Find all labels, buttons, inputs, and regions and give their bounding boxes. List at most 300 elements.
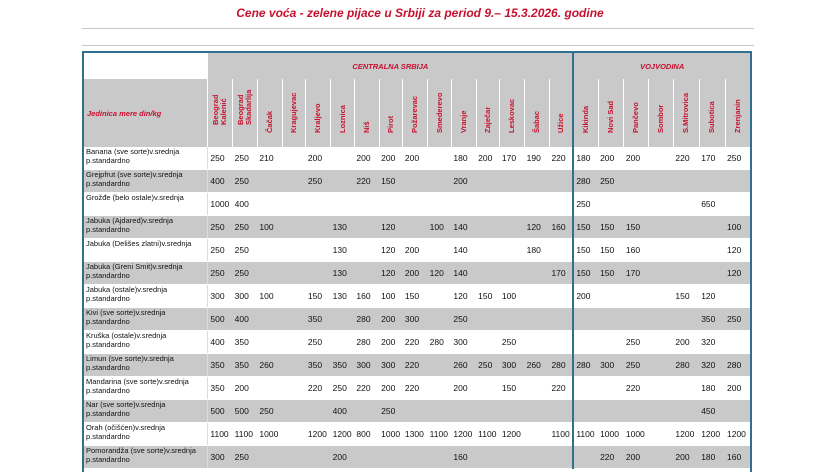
city-name: Beograd Skadarlija	[236, 89, 254, 125]
price-cell	[624, 400, 649, 423]
price-cell: 120	[379, 216, 403, 239]
city-name: Smederevo	[434, 92, 444, 133]
city-header	[673, 79, 699, 147]
price-cell	[257, 446, 282, 469]
table-row	[84, 446, 750, 469]
price-cell: 250	[306, 331, 331, 354]
city-header	[725, 79, 750, 147]
price-cell	[354, 446, 379, 469]
price-cell	[525, 331, 550, 354]
city-header	[306, 79, 331, 147]
price-cell	[282, 423, 306, 446]
price-cell: 260	[525, 354, 550, 377]
price-cell	[549, 331, 573, 354]
price-cell: 220	[403, 354, 428, 377]
price-cell	[331, 331, 355, 354]
table-row	[84, 147, 750, 170]
price-cell	[403, 400, 428, 423]
price-cell	[428, 400, 452, 423]
price-cell: 120	[699, 285, 725, 308]
city-name: Kraljevo	[313, 103, 323, 133]
city-name: Loznica	[337, 105, 347, 133]
price-cell: 250	[208, 147, 233, 170]
price-cell	[598, 400, 624, 423]
price-cell	[403, 170, 428, 193]
price-table-frame	[82, 51, 752, 472]
price-cell: 150	[624, 216, 649, 239]
price-cell	[282, 193, 306, 216]
price-cell: 200	[624, 147, 649, 170]
price-cell	[500, 193, 525, 216]
price-cell: 1100	[233, 423, 258, 446]
price-cell: 350	[233, 354, 258, 377]
price-cell: 180	[699, 377, 725, 400]
price-cell: 200	[379, 147, 403, 170]
price-cell: 100	[500, 285, 525, 308]
title-rule-bottom	[82, 45, 754, 46]
city-header	[379, 79, 403, 147]
region-central-serbia: CENTRALNA SRBIJA	[208, 53, 573, 79]
price-cell	[282, 216, 306, 239]
product-label: Grožđe (belo ostale)v.srednja	[84, 193, 208, 216]
price-cell: 350	[208, 377, 233, 400]
price-cell: 1000	[208, 193, 233, 216]
price-cell	[699, 170, 725, 193]
price-cell	[673, 239, 699, 262]
price-cell: 1000	[598, 423, 624, 446]
price-cell	[282, 446, 306, 469]
product-label: Jabuka (Delišes zlatni)v.srednja	[84, 239, 208, 262]
price-cell	[725, 193, 750, 216]
price-cell: 500	[208, 400, 233, 423]
header-corner	[84, 53, 208, 79]
price-cell: 1100	[428, 423, 452, 446]
price-cell: 200	[354, 147, 379, 170]
city-header	[476, 79, 500, 147]
price-cell	[428, 354, 452, 377]
city-name: Užice	[556, 113, 566, 133]
city-header	[525, 79, 550, 147]
price-cell: 100	[257, 285, 282, 308]
price-cell	[598, 331, 624, 354]
product-label: Nar (sve sorte)v.srednja p.standardno	[84, 400, 208, 423]
price-cell: 300	[598, 354, 624, 377]
price-cell	[451, 193, 476, 216]
price-cell	[451, 400, 476, 423]
city-name: Šabac	[532, 110, 542, 133]
price-cell: 220	[549, 377, 573, 400]
price-cell: 400	[208, 170, 233, 193]
price-cell	[257, 377, 282, 400]
product-label: Kivi (sve sorte)v.srednja p.standardno	[84, 308, 208, 331]
city-header	[699, 79, 725, 147]
price-cell: 200	[379, 308, 403, 331]
price-cell: 500	[208, 308, 233, 331]
price-cell	[428, 308, 452, 331]
price-cell	[282, 239, 306, 262]
price-cell: 250	[233, 216, 258, 239]
price-cell	[500, 239, 525, 262]
city-header	[282, 79, 306, 147]
price-cell: 250	[257, 400, 282, 423]
table-row	[84, 216, 750, 239]
price-cell	[649, 331, 674, 354]
price-cell	[306, 400, 331, 423]
price-cell: 150	[476, 285, 500, 308]
price-cell: 200	[379, 377, 403, 400]
price-cell: 170	[500, 147, 525, 170]
table-row	[84, 285, 750, 308]
price-cell: 250	[208, 216, 233, 239]
city-name: Čačak	[264, 110, 274, 133]
price-cell	[282, 285, 306, 308]
price-cell: 280	[725, 354, 750, 377]
price-cell	[306, 193, 331, 216]
price-cell	[649, 147, 674, 170]
price-cell: 280	[549, 354, 573, 377]
price-cell: 150	[598, 216, 624, 239]
price-cell: 190	[525, 147, 550, 170]
price-cell	[699, 262, 725, 285]
title-rule-top	[82, 28, 754, 29]
price-cell: 140	[451, 262, 476, 285]
price-cell: 150	[573, 262, 598, 285]
price-cell	[257, 193, 282, 216]
price-cell: 1200	[673, 423, 699, 446]
price-cell: 140	[451, 239, 476, 262]
city-name: Zaječar	[483, 106, 493, 133]
price-cell	[549, 193, 573, 216]
price-cell: 350	[331, 354, 355, 377]
price-cell: 350	[306, 354, 331, 377]
price-cell: 300	[379, 354, 403, 377]
price-cell: 200	[306, 147, 331, 170]
price-cell: 160	[451, 446, 476, 469]
table-row	[84, 400, 750, 423]
price-cell	[500, 400, 525, 423]
price-cell	[525, 308, 550, 331]
price-cell	[379, 446, 403, 469]
price-cell: 450	[699, 400, 725, 423]
table-row	[84, 262, 750, 285]
price-cell: 200	[673, 446, 699, 469]
price-cell	[573, 331, 598, 354]
price-cell: 250	[573, 193, 598, 216]
price-cell	[525, 423, 550, 446]
price-cell: 120	[525, 216, 550, 239]
price-cell: 200	[403, 147, 428, 170]
product-label: Pomorandža (sve sorte)v.srednja p.standardno	[84, 446, 208, 469]
price-cell: 130	[331, 239, 355, 262]
price-cell: 100	[428, 216, 452, 239]
price-cell: 200	[451, 377, 476, 400]
table-row	[84, 239, 750, 262]
price-cell: 250	[379, 400, 403, 423]
table-row	[84, 331, 750, 354]
price-cell: 250	[208, 239, 233, 262]
price-cell	[649, 423, 674, 446]
price-cell	[573, 377, 598, 400]
price-cell: 250	[476, 354, 500, 377]
price-cell: 220	[306, 377, 331, 400]
price-cell: 250	[451, 308, 476, 331]
city-header	[598, 79, 624, 147]
price-cell: 180	[451, 147, 476, 170]
price-cell: 1100	[549, 423, 573, 446]
price-cell	[282, 331, 306, 354]
price-cell	[649, 170, 674, 193]
price-cell	[598, 377, 624, 400]
price-cell	[354, 216, 379, 239]
price-cell: 650	[699, 193, 725, 216]
price-cell: 150	[306, 285, 331, 308]
price-cell	[282, 354, 306, 377]
price-cell: 180	[525, 239, 550, 262]
price-cell: 130	[331, 262, 355, 285]
city-name: Niš	[361, 121, 371, 133]
price-cell	[282, 262, 306, 285]
price-cell	[282, 377, 306, 400]
price-cell	[354, 239, 379, 262]
price-cell	[525, 193, 550, 216]
price-cell: 200	[451, 170, 476, 193]
price-cell	[257, 308, 282, 331]
price-cell: 400	[208, 331, 233, 354]
city-name: Kikinda	[580, 105, 590, 133]
price-cell	[673, 170, 699, 193]
price-cell: 220	[403, 377, 428, 400]
city-header	[549, 79, 573, 147]
price-cell: 150	[673, 285, 699, 308]
table-row	[84, 377, 750, 400]
price-cell: 210	[257, 147, 282, 170]
price-cell	[500, 308, 525, 331]
price-cell: 220	[403, 331, 428, 354]
price-cell: 1000	[257, 423, 282, 446]
price-cell	[573, 308, 598, 331]
price-cell	[476, 239, 500, 262]
price-cell	[476, 193, 500, 216]
price-cell	[428, 239, 452, 262]
price-cell	[476, 331, 500, 354]
price-cell	[699, 239, 725, 262]
price-cell: 130	[331, 285, 355, 308]
price-cell: 350	[208, 354, 233, 377]
city-name: Vranje	[458, 110, 468, 133]
price-cell: 280	[573, 354, 598, 377]
city-name: Kragujevac	[289, 92, 299, 133]
price-cell: 280	[354, 308, 379, 331]
price-cell	[624, 193, 649, 216]
price-cell: 200	[673, 331, 699, 354]
price-cell	[649, 446, 674, 469]
price-cell: 120	[725, 239, 750, 262]
city-header	[624, 79, 649, 147]
price-cell: 1100	[208, 423, 233, 446]
price-cell	[624, 285, 649, 308]
product-label: Mandarina (sve sorte)v.srednja p.standardno	[84, 377, 208, 400]
price-cell	[476, 170, 500, 193]
price-cell: 250	[233, 147, 258, 170]
product-label: Jabuka (Ajdared)v.srednja p.standardno	[84, 216, 208, 239]
price-cell: 200	[403, 239, 428, 262]
price-cell: 250	[725, 308, 750, 331]
city-name: Beograd Kalenić	[211, 94, 229, 125]
price-cell	[403, 193, 428, 216]
price-cell	[331, 308, 355, 331]
price-cell	[525, 377, 550, 400]
price-cell: 250	[598, 170, 624, 193]
city-name: Novi Sad	[605, 100, 615, 133]
price-cell	[428, 147, 452, 170]
price-cell: 260	[451, 354, 476, 377]
price-cell: 320	[699, 331, 725, 354]
price-cell	[649, 285, 674, 308]
price-cell	[257, 239, 282, 262]
product-label: Kruška (ostale)v.srednja p.standardno	[84, 331, 208, 354]
price-cell	[354, 262, 379, 285]
price-cell: 160	[549, 216, 573, 239]
product-label: Orah (očišćen)v.srednja p.standardno	[84, 423, 208, 446]
price-cell	[725, 331, 750, 354]
price-cell: 150	[500, 377, 525, 400]
city-header	[500, 79, 525, 147]
price-cell: 250	[624, 331, 649, 354]
city-header	[573, 79, 598, 147]
price-cell	[525, 446, 550, 469]
city-header	[451, 79, 476, 147]
price-cell	[331, 193, 355, 216]
price-cell: 220	[549, 147, 573, 170]
price-cell: 1100	[476, 423, 500, 446]
price-cell	[331, 170, 355, 193]
price-cell	[354, 193, 379, 216]
price-cell: 250	[233, 170, 258, 193]
price-cell	[649, 308, 674, 331]
price-cell: 160	[624, 239, 649, 262]
price-cell: 200	[573, 285, 598, 308]
price-cell	[306, 262, 331, 285]
price-cell: 250	[233, 239, 258, 262]
price-cell: 200	[725, 377, 750, 400]
price-cell: 500	[233, 400, 258, 423]
table-row	[84, 193, 750, 216]
city-name: Zrenjanin	[732, 99, 742, 133]
price-cell: 120	[725, 262, 750, 285]
price-cell	[549, 285, 573, 308]
unit-label: Jedinica mere din/kg	[84, 79, 208, 147]
price-cell: 220	[598, 446, 624, 469]
city-header	[428, 79, 452, 147]
price-cell: 220	[354, 170, 379, 193]
city-name: Požarevac	[410, 95, 420, 133]
price-cell: 1200	[451, 423, 476, 446]
price-cell	[428, 170, 452, 193]
price-cell: 320	[699, 354, 725, 377]
product-label: Jabuka (Greni Smit)v.srednja p.standardno	[84, 262, 208, 285]
price-cell: 170	[624, 262, 649, 285]
price-cell	[649, 377, 674, 400]
price-cell	[699, 216, 725, 239]
product-label: Grejpfrut (sve sorte)v.srednja p.standardno	[84, 170, 208, 193]
price-cell: 350	[306, 308, 331, 331]
price-cell	[525, 285, 550, 308]
price-cell: 100	[379, 285, 403, 308]
price-cell	[379, 193, 403, 216]
price-cell: 280	[354, 331, 379, 354]
price-cell	[598, 193, 624, 216]
price-cell	[525, 400, 550, 423]
city-header	[403, 79, 428, 147]
price-cell: 260	[257, 354, 282, 377]
price-cell	[573, 446, 598, 469]
price-cell	[306, 216, 331, 239]
price-cell	[725, 285, 750, 308]
price-cell	[476, 308, 500, 331]
price-cell: 250	[208, 262, 233, 285]
price-cell: 180	[573, 147, 598, 170]
price-cell: 250	[331, 377, 355, 400]
price-cell: 250	[725, 147, 750, 170]
price-cell: 120	[451, 285, 476, 308]
price-cell	[257, 331, 282, 354]
city-name: Sombor	[656, 104, 666, 133]
price-cell: 300	[233, 285, 258, 308]
city-name: Pančevo	[631, 102, 641, 133]
price-cell: 250	[306, 170, 331, 193]
price-cell	[573, 400, 598, 423]
price-cell: 130	[331, 216, 355, 239]
price-cell	[725, 400, 750, 423]
price-cell: 1200	[306, 423, 331, 446]
price-cell: 120	[379, 239, 403, 262]
price-cell	[476, 446, 500, 469]
table-row	[84, 308, 750, 331]
price-cell	[403, 216, 428, 239]
price-cell: 300	[403, 308, 428, 331]
price-cell: 1200	[500, 423, 525, 446]
price-cell: 220	[673, 147, 699, 170]
price-cell: 100	[725, 216, 750, 239]
price-cell	[673, 262, 699, 285]
price-cell	[500, 170, 525, 193]
price-cell: 300	[451, 331, 476, 354]
price-cell: 300	[208, 285, 233, 308]
price-cell: 170	[549, 262, 573, 285]
price-cell: 200	[476, 147, 500, 170]
city-header	[208, 79, 233, 147]
price-cell	[649, 354, 674, 377]
price-cell	[598, 308, 624, 331]
price-cell: 250	[233, 262, 258, 285]
product-label: Limun (sve sorte)v.srednja p.standardno	[84, 354, 208, 377]
price-cell	[282, 308, 306, 331]
price-table	[84, 53, 750, 469]
price-cell: 150	[403, 285, 428, 308]
price-cell	[673, 308, 699, 331]
price-cell	[624, 308, 649, 331]
table-row	[84, 423, 750, 446]
price-cell: 1000	[624, 423, 649, 446]
city-name: Pirot	[386, 115, 396, 133]
price-cell: 200	[379, 331, 403, 354]
price-cell	[725, 170, 750, 193]
price-cell	[257, 170, 282, 193]
price-cell	[549, 308, 573, 331]
price-cell: 200	[598, 147, 624, 170]
price-cell	[500, 262, 525, 285]
city-header	[354, 79, 379, 147]
